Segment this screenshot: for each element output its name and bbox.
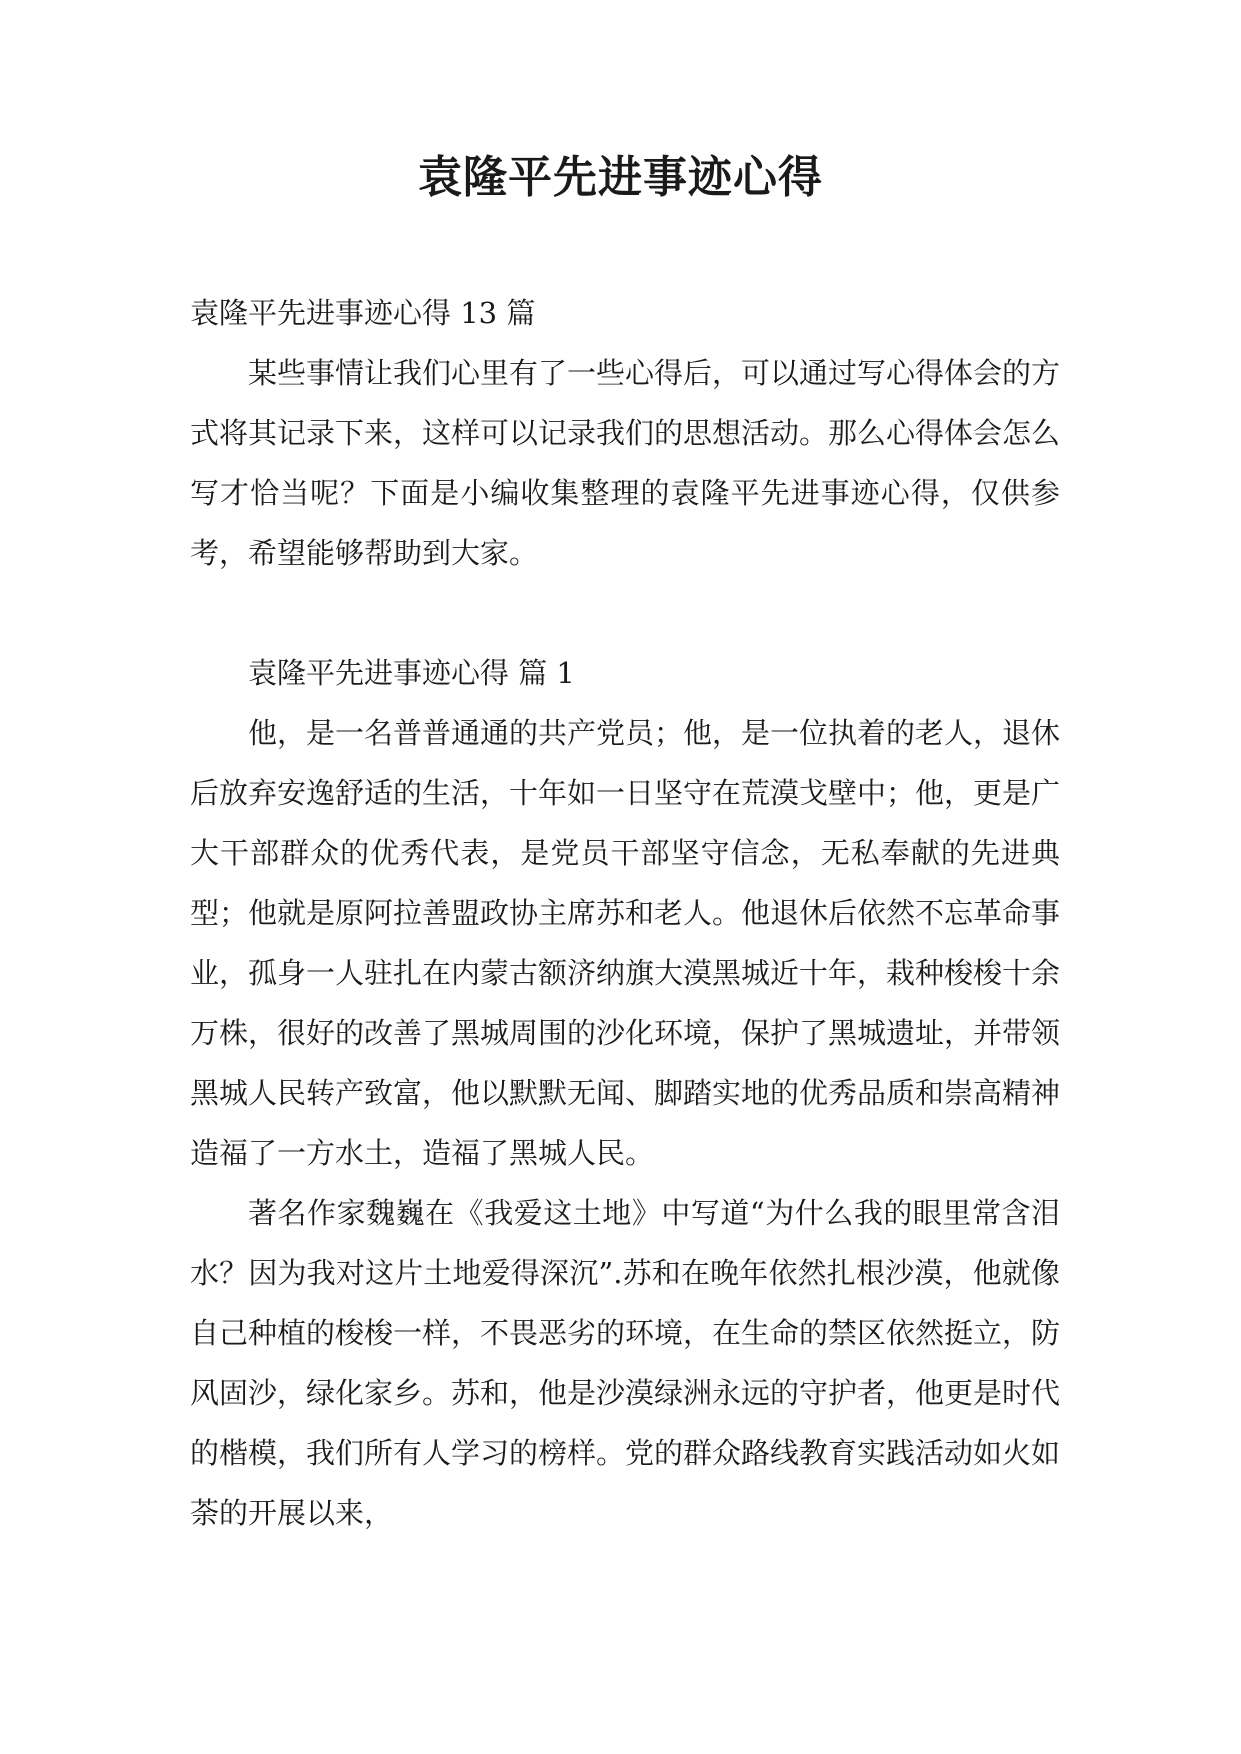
body-paragraph: 著名作家魏巍在《我爱这土地》中写道“为什么我的眼里常含泪水？因为我对这片土地爱得深沉”.苏和在晚年依然扎根沙漠，他就像自己种植的梭梭一样，不畏恶劣的环境，在生命的禁区依然挺立，防风固沙，绿化家乡。苏和，他是沙漠绿洲永远的守护者，他更是时代的楷模，我们所有人学习的榜样。党的群众路线教育实践活动如火如荼的开展以来，: [190, 1196, 1061, 1530]
document-subtitle: 袁隆平先进事迹心得 13 篇: [190, 296, 536, 330]
document-body: [190, 283, 1060, 1543]
body-paragraph: 他，是一名普普通通的共产党员；他，是一位执着的老人，退休后放弃安逸舒适的生活，十年如一日坚守在荒漠戈壁中；他，更是广大干部群众的优秀代表，是党员干部坚守信念，无私奉献的先进典型；他就是原阿拉善盟政协主席苏和老人。他退休后依然不忘革命事业，孤身一人驻扎在内蒙古额济纳旗大漠黑城近十年，栽种梭梭十余万株，很好的改善了黑城周围的沙化环境，保护了黑城遗址，并带领黑城人民转产致富，他以默默无闻、脚踏实地的优秀品质和崇高精神造福了一方水土，造福了黑城人民。: [190, 716, 1061, 1170]
section-heading: 袁隆平先进事迹心得 篇 1: [248, 656, 575, 690]
document-title: 袁隆平先进事迹心得: [418, 152, 823, 203]
intro-paragraph: 某些事情让我们心里有了一些心得后，可以通过写心得体会的方式将其记录下来，这样可以记录我们的思想活动。那么心得体会怎么写才恰当呢？下面是小编收集整理的袁隆平先进事迹心得，仅供参考，希望能够帮助到大家。: [190, 356, 1061, 570]
section-spacer: [190, 583, 1060, 643]
